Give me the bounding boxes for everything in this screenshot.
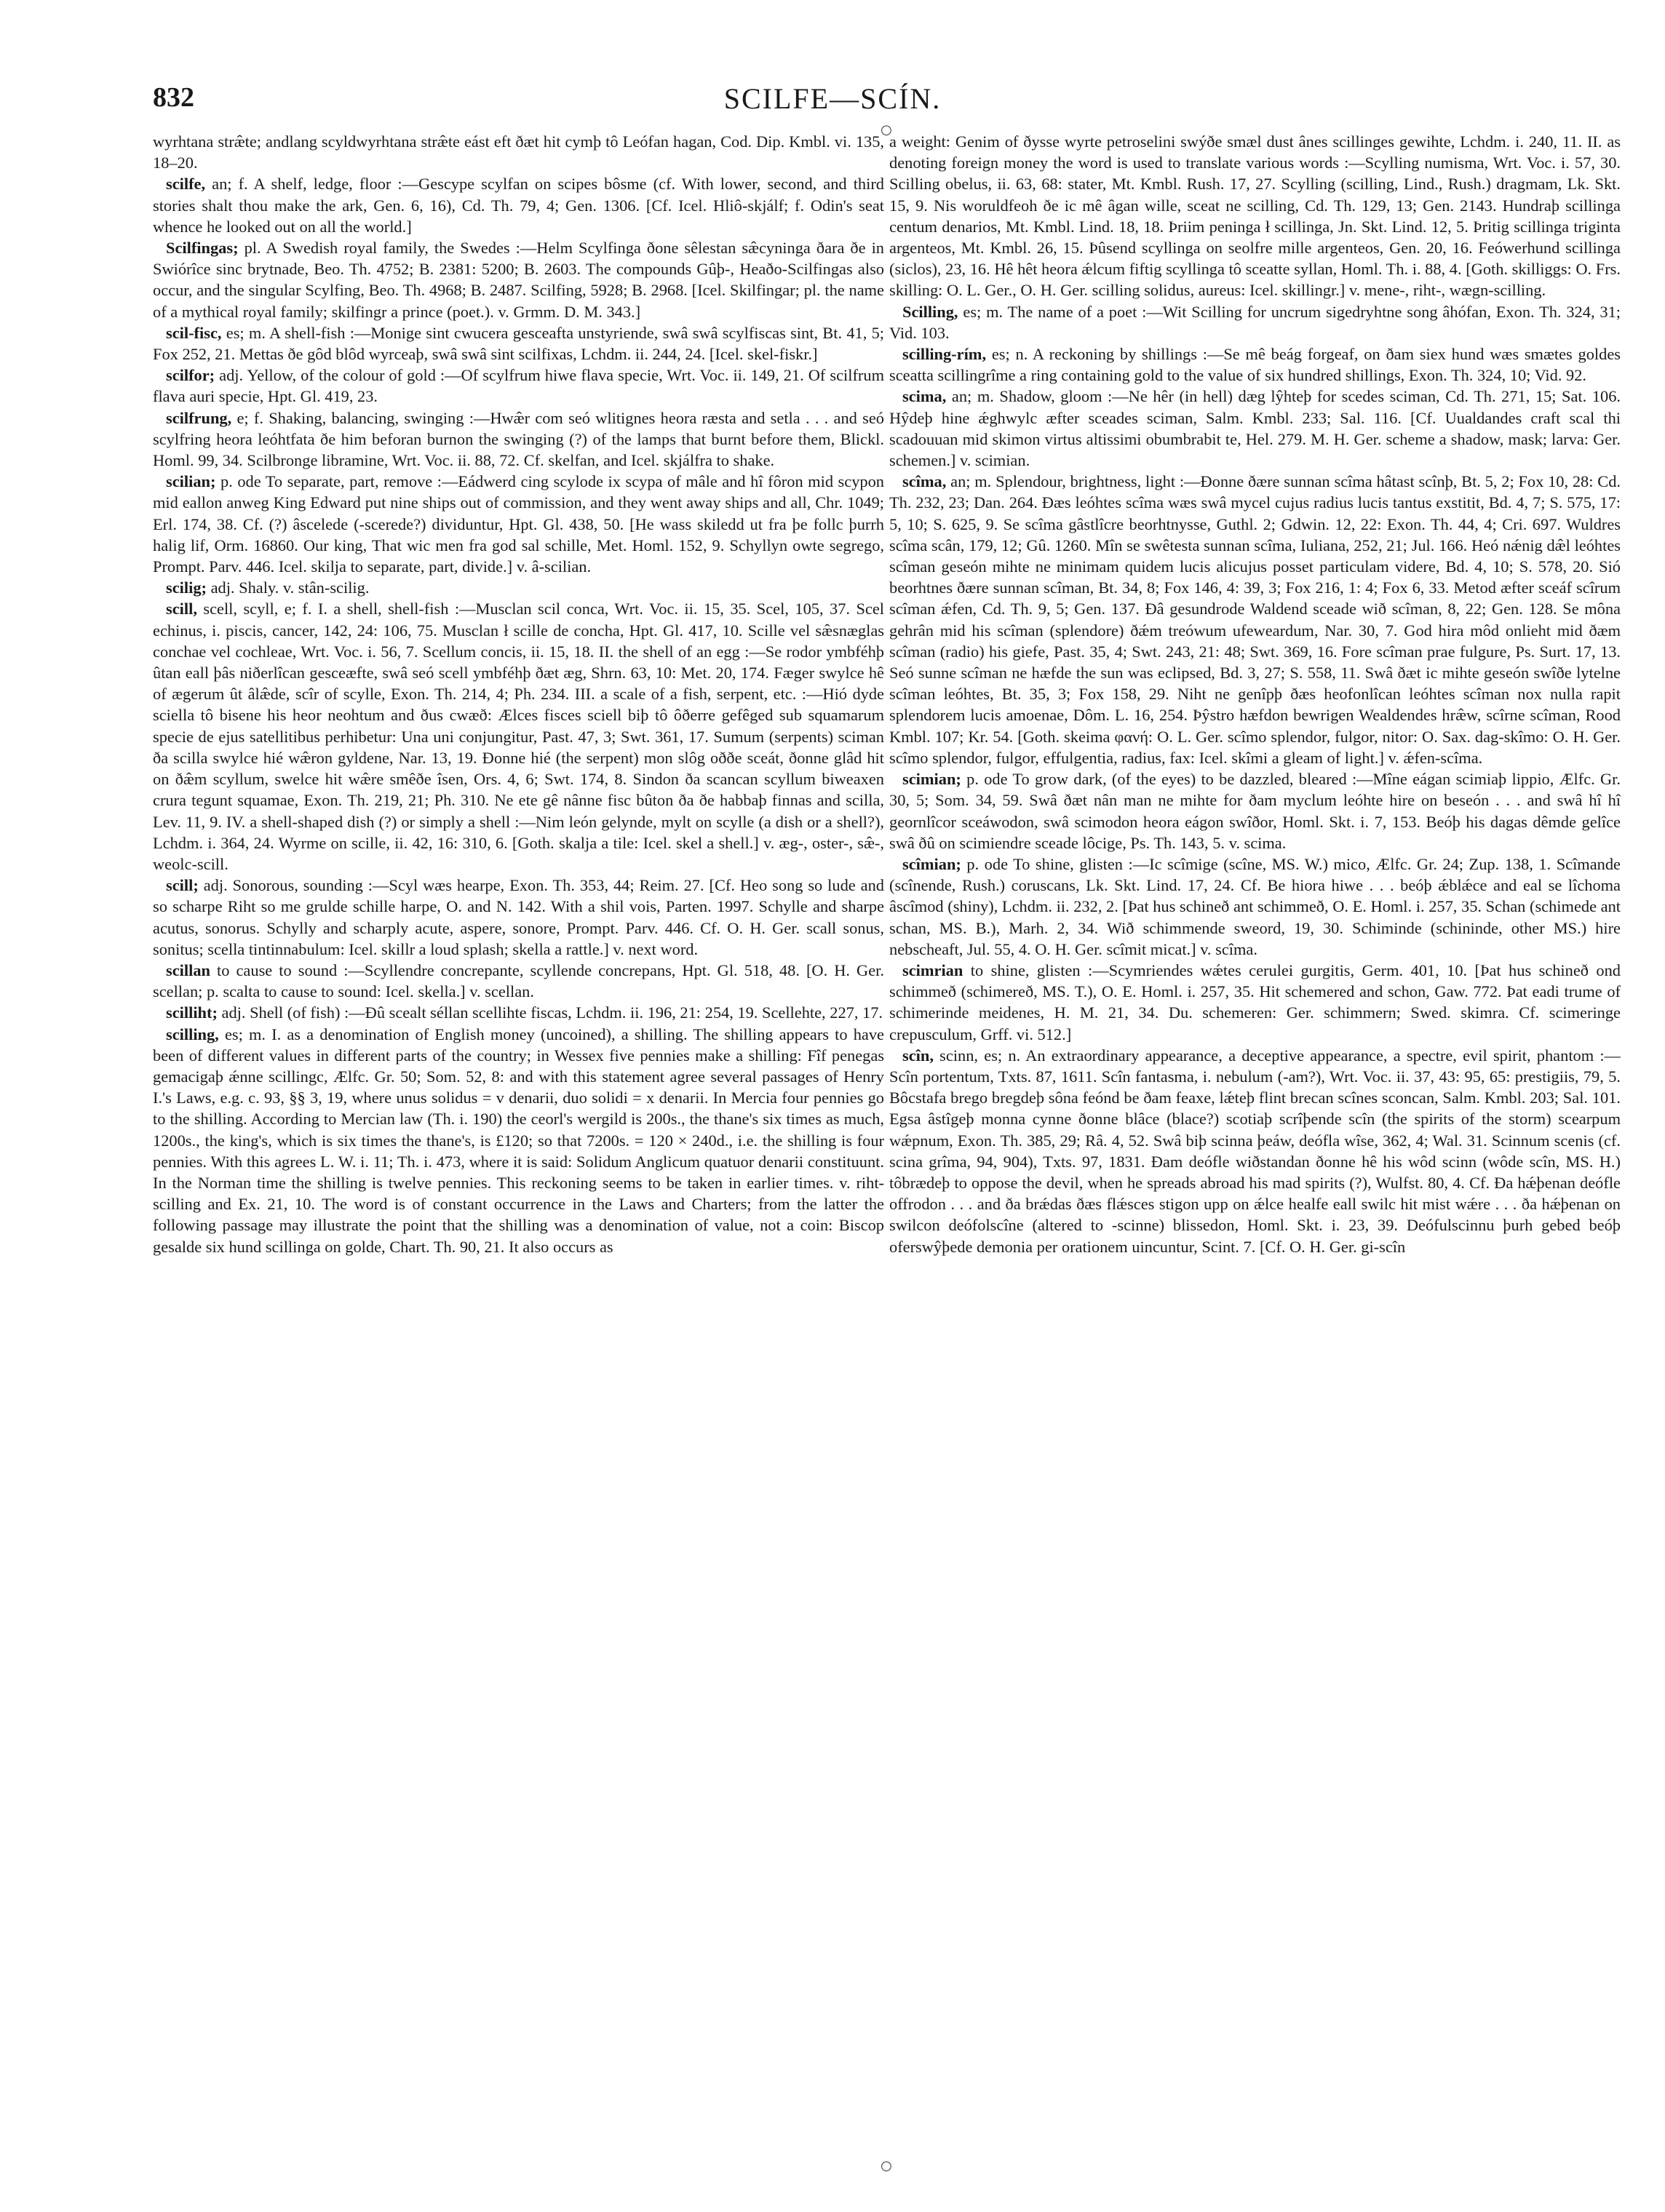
dictionary-entry (153, 365, 884, 407)
entry-headword: scill, (166, 600, 197, 618)
entry-text: to cause to sound :—Scyllendre concrepante, scyllende concrepans, Hpt. Gl. 518, 48. [O. H. Ger. scellan; p. scalta to cause to sound: Icel. skella.] v. scellan. (153, 960, 884, 1001)
entry-text: es; m. A shell-fish :—Monige sint cwucera gesceafta unstyriende, swâ swâ scylfiscas sint, Bt. 41, 5; Fox 252, 21. Mettas ðe gôd blôd wyrceaþ, swâ swâ sint scilfixas, Lchdm. ii. 244, 24. [Icel. skel-fiskr.] (153, 323, 884, 364)
entry-text: es; m. I. as a denomination of English money (uncoined), a shilling. The shilling appears to have been of different values in different parts of the country; in Wessex five pennies make a shilling: Fîf penegas gemacigaþ ǽnne scillingc, Ælfc. Gr. 50; Som. 52, 8: and with this statement agree several passages of Henry I.'s Laws, e.g. c. 93, §§ 3, 19, where unus solidus = v denarii, duo solidi = x denarii. In Mercia four pennies go to the shilling. According to Mercian law (Th. i. 190) the ceorl's wergild is 200s., the thane's six times as much, 1200s., the king's, which is six times the thane's, is £120; so that 7200s. = 120 × 240d., i.e. the shilling is four pennies. With this agrees L. W. i. 11; Th. i. 473, where it is said: Solidum Anglicum quatuor denarii constituunt. In the Norman time the shilling is twelve pennies. This reckoning seems to be taken in earlier times. v. riht-scilling and Ex. 21, 10. The word is of constant occurrence in the Laws and Charters; from the latter the following passage may illustrate the point that the shilling was a denomination of value, not a coin: Biscop gesalde six hund scillinga on golde, Chart. Th. 90, 21. It also occurs as (153, 1025, 884, 1256)
entry-text: adj. Shaly. v. stân-scilig. (210, 578, 370, 597)
entry-headword: scîmian; (902, 854, 961, 873)
entry-text: e; f. Shaking, balancing, swinging :—Hwæ̂r com seó wlitignes heora ræsta and setla . . . and seó scylfring heora leóhtfata ðe him beforan burnon the swinging (?) of the lamps that burnt before them, Blickl. Homl. 99, 34. Scilbronge libramine, Wrt. Voc. ii. 88, 72. Cf. skelfan, and Icel. skjálfra to shake. (153, 408, 884, 470)
entry-headword: scilfrung, (166, 408, 232, 427)
dictionary-entry (153, 131, 884, 173)
dictionary-entry (889, 854, 1621, 960)
entry-headword: scîma, (902, 472, 947, 491)
entry-headword: scilig; (166, 578, 207, 597)
entry-text: scinn, es; n. An extraordinary appearance, a deceptive appearance, a spectre, evil spirit, phantom :—Scîn portentum, Txts. 87, 1611. Scîn fantasma, i. nebulum (-am?), Wrt. Voc. ii. 37, 43: 95, 65: prestigiis, 79, 5. Bôcstafa brego bregdeþ sôna feónd be ðam feaxe, lǽteþ flint brecan scînes sconcan, Salm. Kmbl. 203; Sal. 101. Egsa âstîgeþ monna cynne ðonne blâce (blace?) scotiaþ scrîþende scîn (the spirits of the storm) scearpum wǽpnum, Exon. Th. 385, 29; Râ. 4, 52. Swâ biþ scinna þeáw, deófla wîse, 362, 4; Wal. 31. Scinnum scenis (cf. scina grîma, 94, 904), Txts. 97, 1831. Ðam deófle wiðstandan ðonne hê his wôd scinn (wôde scîn, MS. H.) tôbrædeþ to oppose the devil, when he spreads abroad his mad spirits (?), Wulfst. 80, 4. Cf. Ða hǽþenan deófle offrodon . . . and ða brǽdas ðæs flǽsces stigon upp on ǽlce healfe eall swilc hit mist wǽre . . . ða hǽþenan on swilcon deófolscîne (altered to -scinne) blissedon, Homl. Skt. i. 23, 39. Deófulscinnu þurh gebed beóþ oferswŷþede demonia per orationem uincuntur, Scint. 7. [Cf. O. H. Ger. gi-scîn (889, 1046, 1621, 1256)
dictionary-entry (153, 407, 884, 472)
dictionary-entry (153, 173, 884, 237)
dictionary-entry (889, 343, 1621, 386)
entry-text: adj. Yellow, of the colour of gold :—Of scylfrum hiwe flava specie, Wrt. Voc. ii. 149, 21. Of scilfrum flava auri specie, Hpt. Gl. 419, 23. (153, 366, 884, 406)
entry-headword: scil-fisc, (166, 323, 222, 342)
entry-headword: scilling-rím, (902, 345, 987, 364)
entry-headword: scilfor; (166, 366, 215, 385)
right-column (889, 131, 1621, 2154)
dictionary-entry (889, 131, 1621, 301)
dictionary-entry (889, 301, 1621, 343)
gutter-ornament-bottom: ○ (881, 2158, 892, 2173)
entry-headword: scilian; (166, 472, 216, 491)
entry-text: pl. A Swedish royal family, the Swedes :—Helm Scylfinga ðone sêlestan sæ̂cyninga ðara ðe in Swiórîce sinc brytnade, Beo. Th. 4752; B. 2381: 5200; B. 2603. The compounds Gûþ-, Heaðo-Scilfingas also occur, and the singular Scylfing, Beo. Th. 4968; B. 2487. Scilfing, 5928; B. 2968. [Icel. Skilfingar; pl. the name of a mythical royal family; skilfingr a prince (poet.). v. Grmm. D. M. 343.] (153, 239, 884, 321)
dictionary-entry (889, 960, 1621, 1045)
dictionary-entry (889, 768, 1621, 854)
entry-headword: scillan (166, 960, 210, 979)
entry-headword: scilfe, (166, 175, 206, 194)
entry-headword: scilliht; (166, 1003, 218, 1022)
entry-text: adj. Sonorous, sounding :—Scyl wæs hearpe, Exon. Th. 353, 44; Reim. 27. [Cf. Heo song so lude and so scharpe Riht so me grulde schille harpe, O. and N. 142. With a shil vois, Parten. 1997. Schylle and sharpe acutus, sonorus. Schylly and scharply acute, aspere, sonore, Prompt. Parv. 446. Cf. O. H. Ger. scall sonus, sonitus; scella tintinnabulum: Icel. skillr a loud splash; skella a rattle.] v. next word. (153, 876, 884, 958)
dictionary-entry (153, 960, 884, 1002)
entry-headword: scill; (166, 876, 199, 895)
entry-text: scell, scyll, e; f. I. a shell, shell-fish :—Musclan scil conca, Wrt. Voc. ii. 15, 35. Scel, 105, 37. Scel echinus, i. piscis, cancer, 142, 24: 106, 75. Musclan ł scille de concha, Hpt. Gl. 417, 10. Scille vel sæ̂snæglas conchae vel cochleae, Wrt. Voc. i. 56, 7. Scellum concis, ii. 15, 18. II. the shell of an egg :—Se rodor ymbféhþ ûtan eall þâs niðerlîcan gesceæfte, swâ seó scell ymbféhþ ðæt æg, Shrn. 63, 10: Met. 20, 174. Fæger swylce hê of ægerum ût âlæ̂de, scîr of scylle, Exon. Th. 214, 4; Ph. 234. III. a scale of a fish, serpent, etc. :—Hió dyde sciella tô bisene his heor neohtum and ðus cwæð: Ælces fisces sciell biþ tô ôðerre gefêged sub squamarum specie de ejus satellitibus perhibetur: Una uni conjungitur, Past. 47, 3; Swt. 361, 17. Sumum (serpents) sciman ða scilla swylce hié wæ̂ron gyldene, Nar. 13, 19. Ðonne hié (the serpent) mon slôg oððe sceát, ðonne glâd hit on ðæ̂m scyllum, swelce hit wæ̂re smêðe îsen, Ors. 4, 6; Swt. 174, 8. Sindon ða scancan scyllum biweaxen crura tegunt squamae, Exon. Th. 219, 21; Ph. 310. Ne ete gê nânne fisc bûton ða ðe habbaþ finnas and scilla, Lev. 11, 9. IV. a shell-shaped dish (?) or simply a shell :—Nim león gelynde, mylt on scylle (a dish or a shell?), Lchdm. i. 364, 24. Wyrme on scille, ii. 42, 16: 310, 6. [Goth. skalja a tile: Icel. skel a shell.] v. æg-, oster-, sæ̂-, weolc-scill. (153, 600, 884, 873)
entry-headword: scima, (902, 387, 947, 406)
entry-headword: Scilling, (902, 302, 958, 321)
dictionary-entry (153, 237, 884, 322)
entry-text: an; m. Splendour, brightness, light :—Ðonne ðære sunnan scîma hâtast scînþ, Bt. 5, 2; Fox 10, 28: Cd. Th. 232, 23; Dan. 264. Ðæs leóhtes scîma wæs swâ mycel cujus radius lucis tantus exstitit, Bd. 4, 7; S. 575, 17: 5, 10; S. 625, 9. Se scîma gâstlîcre beorhtnysse, Guthl. 2; Gdwin. 12, 22: Exon. Th. 44, 4; Cri. 697. Wuldres scîma scân, 179, 12; Gû. 1260. Mîn se swêtesta sunnan scîma, Iuliana, 252, 21; Jul. 166. Heó nǽnig dæ̂l leóhtes scîman geseón mihte ne minimam quidem lucis alicujus posset particulam videre, Bd. 4, 10; S. 578, 20. Sió beorhtnes ðære sunnan scîman, Bt. 34, 8; Fox 146, 4: 39, 3; Fox 216, 1: 4; Fox 6, 33. Metod æfter sceáf scîrum scîman ǽfen, Cd. Th. 9, 5; Gen. 137. Ðâ gesundrode Waldend sceade wið scîman, 8, 22; Gen. 128. Se môna gehrân mid his scîman (splendore) ðǽm treówum ufeweardum, Nar. 30, 7. God hira môd onlieht mid ðæm scîman (radio) his giefe, Past. 35, 4; Swt. 243, 21: 48; Swt. 369, 16. Fore scîman prae fulgure, Ps. Surt. 17, 13. Seó sunne scîman ne hæfde the sun was eclipsed, Bd. 3, 27; S. 558, 11. Swâ ðæt ic mihte geseón swîðe lytelne scîman leóhtes, Bt. 35, 3; Fox 158, 29. Niht ne genîpþ ðæs heofonlîcan leóhtes scîman nox nulla rapit splendorem lucis amoenae, Dôm. L. 16, 254. Þŷstro hæfdon bewrigen Wealdendes hræ̂w, scîrne scîman, Rood Kmbl. 107; Kr. 54. [Goth. skeima φανή: O. L. Ger. scîmo splendor, fulgor, nitor: O. Sax. dag-skîmo: O. H. Ger. scîmo splendor, fulgor, effulgentia, radius, fax: Icel. skîmi a gleam of light.] v. ǽfen-scîma. (889, 472, 1621, 767)
entry-text: a weight: Genim of ðysse wyrte petroselini swýðe smæl dust ânes scillinges gewihte, Lchdm. i. 240, 11. II. as denoting foreign money the word is used to translate various words :—Scylling numisma, Wrt. Voc. i. 57, 30. Scilling obelus, ii. 63, 68: stater, Mt. Kmbl. Rush. 17, 27. Scylling (scilling, Lind., Rush.) dragmam, Lk. Skt. 15, 9. Nis woruldfeoh ðe ic mê âgan wille, sceat ne scilling, Cd. Th. 129, 13; Gen. 2143. Hundraþ scillinga centum denarios, Mt. Kmbl. Lind. 18, 18. Þriim peninga ł scillinga, Jn. Skt. Lind. 12, 5. Þritig scillinga triginta argenteos, Mt. Kmbl. 26, 15. Þûsend scyllinga on seolfre mille argenteos, Gen. 20, 16. Feówerhund scillinga (siclos), 23, 16. Hê hêt heora ǽlcum fiftig scyllinga tô sceatte syllan, Homl. Th. i. 88, 4. [Goth. skilliggs: O. Frs. skilling: O. L. Ger., O. H. Ger. scilling solidus, aureus: Icel. skillingr.] v. mene-, riht-, wægn-scilling. (889, 132, 1621, 300)
left-column (153, 131, 884, 2154)
entry-headword: scimian; (902, 770, 961, 789)
gutter-ornament-top: ○ (881, 122, 892, 138)
entry-headword: scîn, (902, 1046, 934, 1065)
entry-text: an; f. A shelf, ledge, floor :—Gescype scylfan on scipes bôsme (cf. With lower, second, and third stories shalt thou make the ark, Gen. 6, 16), Cd. Th. 79, 4; Gen. 1306. [Cf. Icel. Hliô-skjálf; f. Odin's seat whence he looked out on all the world.] (153, 175, 884, 236)
running-head: SCILFE—SCÍN. (723, 82, 942, 115)
dictionary-entry (153, 1002, 884, 1023)
dictionary-entry (153, 322, 884, 365)
dictionary-entry (153, 1024, 884, 1257)
entry-text: p. ode To separate, part, remove :—Eádwerd cing scylode ix scypa of mâle and hî fôron mid scypon mid eallon anweg King Edward put nine ships out of commission, and they went away ships and all, Chr. 1049; Erl. 174, 38. Cf. (?) âscelede (-scerede?) dividuntur, Hpt. Gl. 438, 50. [He wass skiledd ut fra þe follc þurrh halig lif, Orm. 16860. Our king, That wic men fra god sal schille, Met. Homl. 152, 9. Schyllyn owte segrego, Prompt. Parv. 446. Icel. skilja to separate, part, divide.] v. â-scilian. (153, 472, 884, 576)
entry-text: an; m. Shadow, gloom :—Ne hêr (in hell) dæg lŷhteþ for scedes sciman, Cd. Th. 271, 15; Sat. 106. Hŷdeþ hine ǽghwylc æfter sceades sciman, Salm. Kmbl. 233; Sal. 116. [Cf. Uualdandes craft scal thi scadouuan mid skimon virtus altissimi obumbrabit te, Hel. 279. M. H. Ger. scheme a shadow, mask; larva: Ger. schemen.] v. scimian. (889, 387, 1621, 470)
dictionary-entry (153, 577, 884, 598)
page-number: 832 (153, 82, 194, 113)
entry-text: adj. Shell (of fish) :—Ðû scealt séllan scellihte fiscas, Lchdm. ii. 196, 21: 254, 19. Scellehte, 227, 17. (221, 1003, 883, 1022)
dictionary-entry (153, 471, 884, 577)
dictionary-entry (889, 1045, 1621, 1257)
entry-text: es; m. The name of a poet :—Wit Scilling for uncrum sigedryhtne song âhófan, Exon. Th. 324, 31; Vid. 103. (889, 302, 1621, 342)
entry-headword: scilling, (166, 1025, 219, 1043)
dictionary-entry (153, 598, 884, 875)
dictionary-entry (889, 386, 1621, 471)
dictionary-entry (153, 875, 884, 960)
entry-text: wyrhtana stræ̂te; andlang scyldwyrhtana stræ̂te eást eft ðæt hit cymþ tô Leófan hagan, Cod. Dip. Kmbl. vi. 135, 18–20. (153, 132, 884, 172)
entry-headword: Scilfingas; (166, 239, 239, 258)
dictionary-entry (889, 471, 1621, 768)
entry-text: p. ode To shine, glisten :—Ic scîmige (scîne, MS. W.) mico, Ælfc. Gr. 24; Zup. 138, 1. Scîmande (scînende, Rush.) coruscans, Lk. Skt. Lind. 17, 24. Cf. Be hiora hiwe . . . beóþ ǽblǽce and eal se lîchoma âscîmod (shiny), Lchdm. ii. 232, 2. [Þat hus schineð ant schimmeð, O. E. Homl. i. 257, 35. Schan (schimede ant schan, MS. B.), Marh. 2, 34. Wið schimmende sweord, 19, 30. Schiminde (schininde, other MS.) hire nebscheaft, Jul. 55, 4. O. H. Ger. scîmit micat.] v. scîma. (889, 854, 1621, 958)
entry-headword: scimrian (902, 960, 963, 979)
entry-text: p. ode To grow dark, (of the eyes) to be dazzled, bleared :—Mîne eágan scimiaþ lippio, Ælfc. Gr. 30, 5; Som. 34, 59. Swâ ðæt nân man ne mihte for ðam myclum leóhte hire on beseón . . . and swâ hî hî geornlîcor sceáwodon, swâ scimodon heora eágon swîðor, Homl. Skt. i. 7, 153. Beóþ his dagas dêmde gelîce swâ ðû on scimiendre sceade lôcige, Ps. Th. 143, 5. v. scima. (889, 770, 1621, 852)
entry-text: to shine, glisten :—Scymriendes wǽtes cerulei gurgitis, Germ. 401, 10. [Þat hus schineð ond schimmeð (schimereð, MS. T.), O. E. Homl. i. 257, 35. Hit schemered and schon, Gaw. 772. Þat eadi trume of schimerinde meidenes, H. M. 21, 34. Du. schemeren: Ger. schimmern; Swed. skimra. Cf. scimeringe crepusculum, Grff. vi. 512.] (889, 960, 1621, 1043)
entry-text: es; n. A reckoning by shillings :—Se mê beág forgeaf, on ðam siex hund wæs smætes goldes sceatta scillingrîme a ring containing gold to the value of six hundred shillings, Exon. Th. 324, 10; Vid. 92. (889, 345, 1621, 385)
